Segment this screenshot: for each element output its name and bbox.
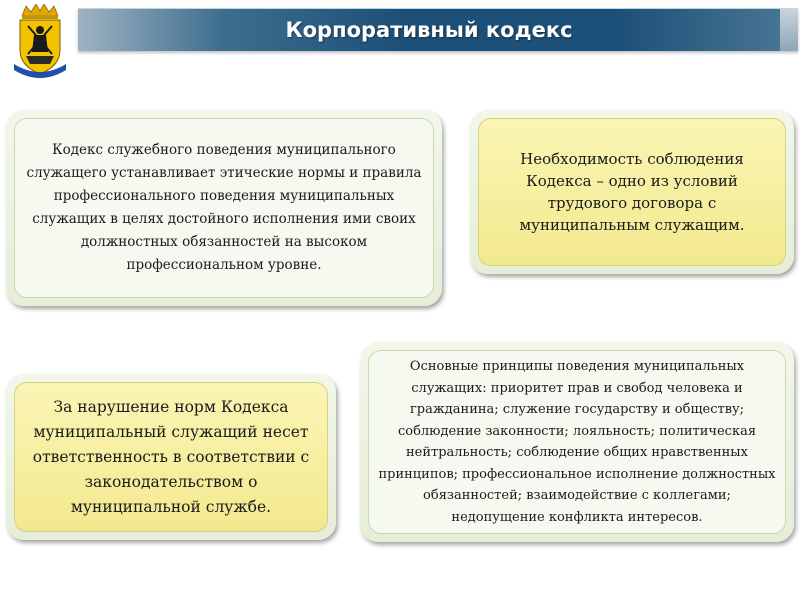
contract-text: Необходимость соблюдения Кодекса – одно из условий трудового договора с муниципальным служащим. xyxy=(478,118,786,266)
responsibility-text: За нарушение норм Кодекса муниципальный служащий несет ответственность в соответствии с законодательством о муниципальной службе. xyxy=(14,382,328,532)
definition-box xyxy=(6,110,442,306)
title-bar xyxy=(78,8,798,51)
principles-text: Основные принципы поведения муниципальных служащих: приоритет прав и свобод человека и гражданина; служение государству и обществу; соблюдение законности; лояльность; политическая нейтральность; соблюдение общих нравственных принципов; профессиональное исполнение должностных обязанностей; взаимодействие с коллегами; недопущение конфликта интересов. xyxy=(368,350,786,534)
definition-text: Кодекс служебного поведения муниципального служащего устанавливает этические нормы и правила профессионального поведения муниципальных служащих в целях достойного исполнения ими своих должностных обязанностей на высоком профессиональном уровне. xyxy=(14,118,434,298)
principles-box xyxy=(360,342,794,542)
title-accent xyxy=(780,9,798,51)
coat-of-arms-icon xyxy=(10,4,70,80)
page-title: Корпоративный кодекс xyxy=(285,18,573,42)
contract-box xyxy=(470,110,794,274)
responsibility-box xyxy=(6,374,336,540)
